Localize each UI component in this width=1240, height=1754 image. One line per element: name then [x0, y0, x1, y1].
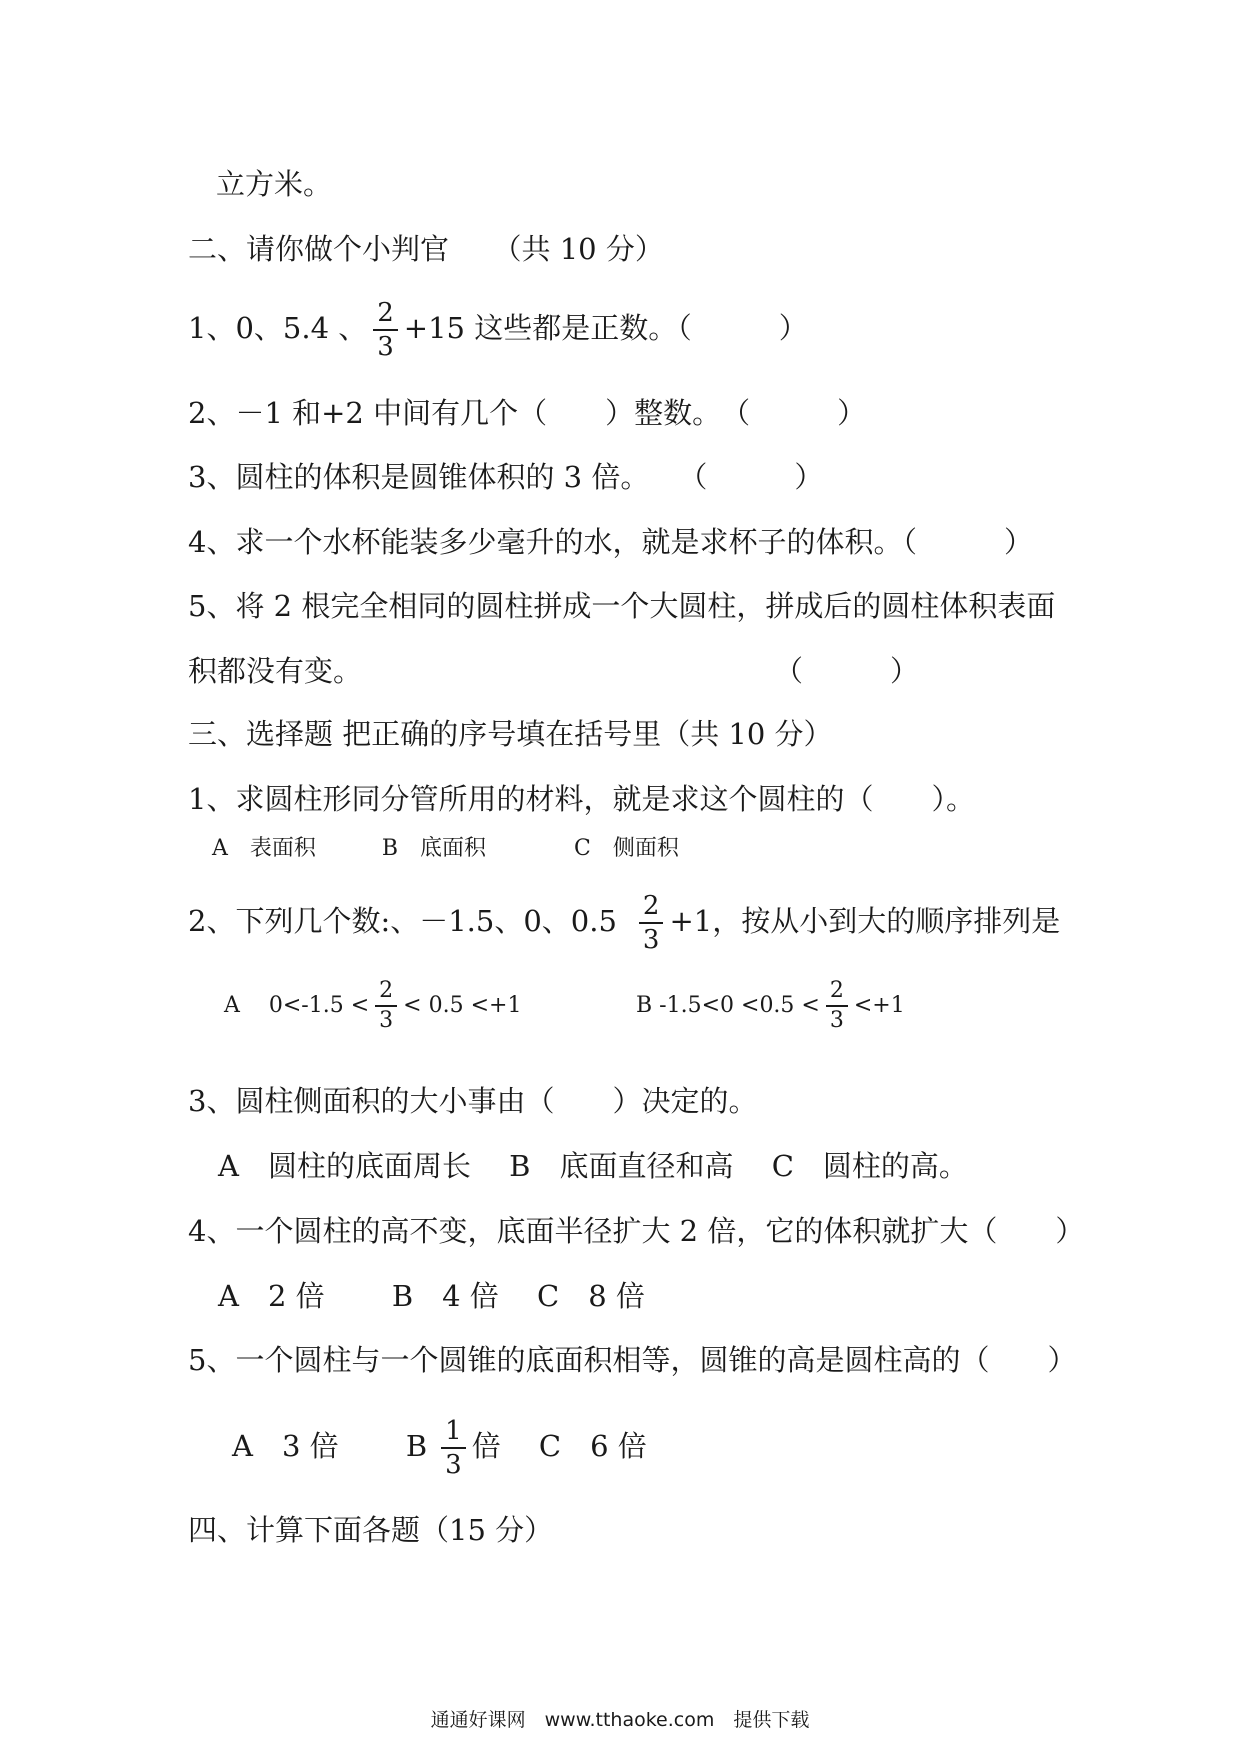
- fraction-one-third: [441, 1418, 466, 1478]
- question-3-2-option-a: [224, 980, 521, 1032]
- option-a-start: A 0<-1.5 <: [224, 993, 370, 1018]
- fraction-numerator: 2: [826, 980, 848, 1007]
- question-3-3-options: A 圆柱的底面周长 B 底面直径和高 C 圆柱的高。: [218, 1149, 968, 1183]
- question-2-2: 2、－1 和+2 中间有几个（ ）整数。 （ ）: [188, 396, 867, 430]
- section-4-heading: 四、计算下面各题（15 分）: [188, 1513, 554, 1547]
- question-3-2-end: +1，按从小到大的顺序排列是: [669, 904, 1061, 938]
- question-3-4: 4、一个圆柱的高不变，底面半径扩大 2 倍，它的体积就扩大（ ）: [188, 1214, 1085, 1248]
- option-bc: 倍 C 6 倍: [471, 1429, 647, 1463]
- question-3-1-options: A 表面积 B 底面积 C 侧面积: [212, 836, 679, 861]
- question-3-4-options: A 2 倍 B 4 倍 C 8 倍: [218, 1279, 645, 1313]
- option-b-start: B -1.5<0 <0.5 <: [636, 993, 820, 1018]
- question-2-1: [188, 300, 808, 360]
- question-2-1-start: 1、0、5.4 、: [188, 311, 368, 345]
- question-3-2-option-b: [636, 980, 905, 1032]
- question-3-3: 3、圆柱侧面积的大小事由（ ）决定的。: [188, 1084, 758, 1118]
- fraction-numerator: 1: [441, 1418, 466, 1449]
- section-3-heading: 三、选择题 把正确的序号填在括号里（共 10 分）: [188, 717, 833, 751]
- question-3-5-options: [232, 1418, 647, 1478]
- fraction-two-thirds: [639, 893, 664, 953]
- question-3-1: 1、求圆柱形同分管所用的材料，就是求这个圆柱的（ ）。: [188, 782, 975, 816]
- fraction-two-thirds: [375, 980, 397, 1032]
- option-a-end: < 0.5 <+1: [403, 993, 522, 1018]
- fraction-denominator: 3: [642, 925, 660, 955]
- fraction-denominator: 3: [445, 1450, 462, 1480]
- section-2-heading: 二、请你做个小判官 （共 10 分）: [188, 232, 664, 266]
- option-b-end: <+1: [853, 993, 905, 1018]
- fraction-denominator: 3: [829, 1008, 844, 1033]
- question-2-1-end: +15 这些都是正数。（ ）: [403, 311, 808, 345]
- question-3-2-start: 2、下列几个数:、－1.5、0、0.5: [188, 904, 617, 938]
- fraction-two-thirds: [373, 300, 398, 360]
- fraction-two-thirds: [826, 980, 848, 1032]
- page-footer: 通通好课网 www.tthaoke.com 提供下载: [430, 1709, 810, 1731]
- question-3-2: [188, 893, 1060, 953]
- continued-text: 立方米。: [216, 167, 333, 201]
- fraction-numerator: 2: [639, 893, 664, 924]
- fraction-denominator: 3: [379, 1008, 394, 1033]
- question-2-5-line1: 5、将 2 根完全相同的圆柱拼成一个大圆柱，拼成后的圆柱体积表面: [188, 589, 1056, 623]
- question-2-4: 4、求一个水杯能装多少毫升的水，就是求杯子的体积。（ ）: [188, 525, 1033, 559]
- option-ab: A 3 倍 B: [232, 1429, 428, 1463]
- answer-parentheses: （ ）: [774, 654, 920, 688]
- fraction-numerator: 2: [373, 300, 398, 331]
- fraction-numerator: 2: [375, 980, 397, 1007]
- question-2-5-line2: 积都没有变。: [188, 654, 363, 688]
- fraction-denominator: 3: [377, 332, 394, 362]
- question-2-3: 3、圆柱的体积是圆锥体积的 3 倍。 （ ）: [188, 460, 824, 494]
- question-3-5: 5、一个圆柱与一个圆锥的底面积相等，圆锥的高是圆柱高的（ ）: [188, 1343, 1077, 1377]
